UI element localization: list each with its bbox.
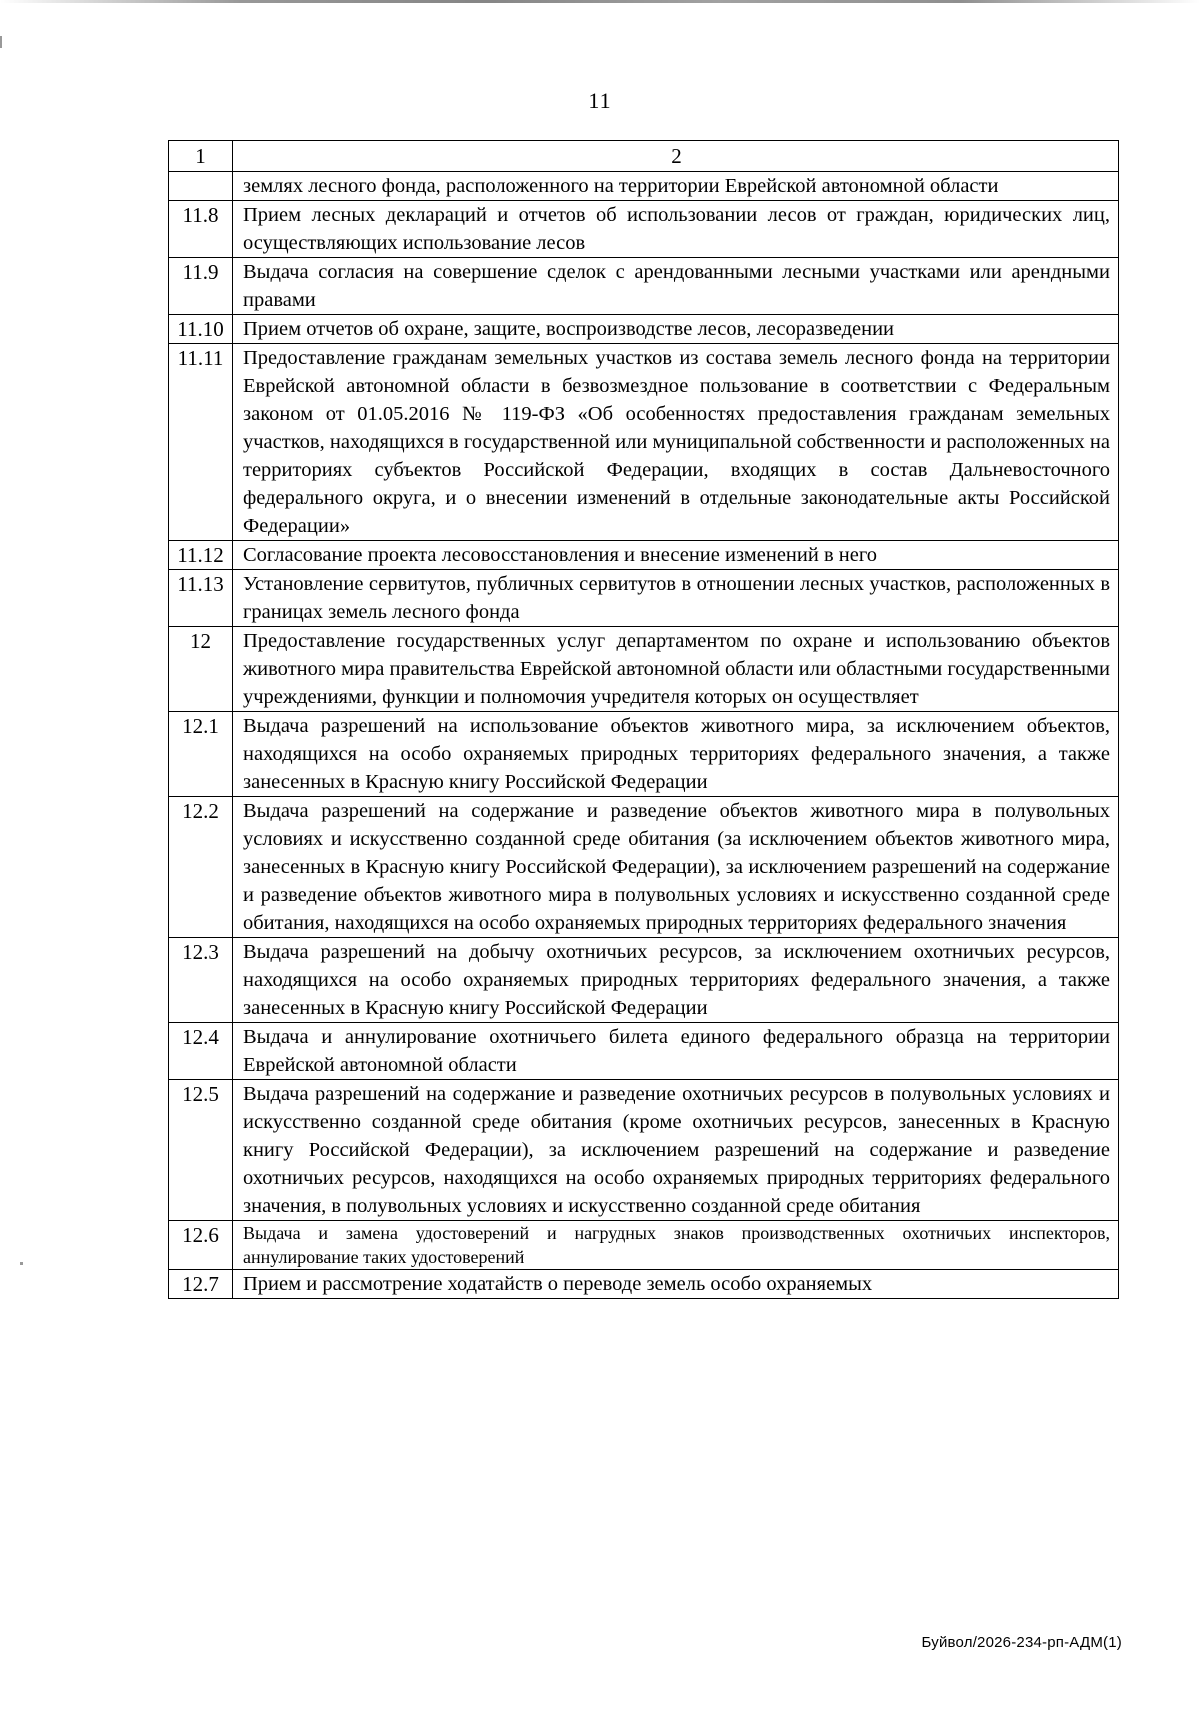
scan-artifact (20, 1262, 23, 1265)
table-row (169, 1270, 1119, 1299)
table-row (169, 258, 1119, 315)
row-text: Выдача разрешений на содержание и разведение охотничьих ресурсов в полувольных условиях и искусственно созданной среде обитания (кроме охотничьих ресурсов, занесенных в Красную книгу Российской Федерации), за исключением разрешений на содержание и разведение охотничьих ресурсов, находящихся на особо охраняемых природных территориях федерального значения, в полувольных условиях и искусственно созданной среде обитания (233, 1080, 1119, 1221)
table-row (169, 712, 1119, 797)
row-number: 12.4 (169, 1023, 233, 1080)
row-text: Прием отчетов об охране, защите, воспроизводстве лесов, лесоразведении (233, 315, 1119, 344)
table-row (169, 938, 1119, 1023)
row-text: землях лесного фонда, расположенного на территории Еврейской автономной области (233, 172, 1119, 201)
table-row (169, 201, 1119, 258)
row-number: 12.3 (169, 938, 233, 1023)
table-row (169, 344, 1119, 541)
scan-artifact (0, 36, 2, 48)
row-text: Выдача разрешений на использование объектов животного мира, за исключением объектов, находящихся на особо охраняемых природных территориях федерального значения, а также занесенных в Красную книгу Российской Федерации (233, 712, 1119, 797)
page-number: 11 (588, 88, 612, 113)
table-row (169, 315, 1119, 344)
row-number: 11.12 (169, 541, 233, 570)
table-header-row (169, 141, 1119, 172)
row-number (169, 172, 233, 201)
document-registration-code: Буйвол/2026-234-рп-АДМ(1) (921, 1634, 1122, 1651)
row-text: Выдача разрешений на содержание и разведение объектов животного мира в полувольных условиях и искусственно созданной среде обитания (за исключением объектов животного мира, занесенных в Красную книгу Российской Федерации), за исключением разрешений на содержание и разведение объектов животного мира в полувольных условиях и искусственно созданной среде обитания, находящихся на особо охраняемых природных территориях федерального значения (233, 797, 1119, 938)
header-col-1: 1 (169, 141, 233, 172)
row-text: Прием и рассмотрение ходатайств о переводе земель особо охраняемых (233, 1270, 1119, 1299)
row-text: Выдача разрешений на добычу охотничьих ресурсов, за исключением охотничьих ресурсов, находящихся на особо охраняемых природных территориях федерального значения, а также занесенных в Красную книгу Российской Федерации (233, 938, 1119, 1023)
row-number: 12.1 (169, 712, 233, 797)
table-row (169, 172, 1119, 201)
row-number: 11.9 (169, 258, 233, 315)
row-number: 12 (169, 627, 233, 712)
row-number: 12.6 (169, 1221, 233, 1270)
scan-edge-line (0, 0, 1200, 3)
table-row (169, 1023, 1119, 1080)
row-text: Выдача и аннулирование охотничьего билета единого федерального образца на территории Еврейской автономной области (233, 1023, 1119, 1080)
row-number: 12.5 (169, 1080, 233, 1221)
row-text: Прием лесных деклараций и отчетов об использовании лесов от граждан, юридических лиц, осуществляющих использование лесов (233, 201, 1119, 258)
row-number: 12.7 (169, 1270, 233, 1299)
row-text: Согласование проекта лесовосстановления и внесение изменений в него (233, 541, 1119, 570)
row-text: Выдача согласия на совершение сделок с арендованными лесными участками или арендными правами (233, 258, 1119, 315)
row-text: Предоставление государственных услуг департаментом по охране и использованию объектов животного мира правительства Еврейской автономной области или областными государственными учреждениями, функции и полномочия учредителя которых он осуществляет (233, 627, 1119, 712)
table-row (169, 1221, 1119, 1270)
table-row (169, 541, 1119, 570)
row-number: 11.10 (169, 315, 233, 344)
row-number: 12.2 (169, 797, 233, 938)
row-number: 11.8 (169, 201, 233, 258)
row-number: 11.11 (169, 344, 233, 541)
services-table (168, 140, 1119, 1299)
row-number: 11.13 (169, 570, 233, 627)
table-row (169, 1080, 1119, 1221)
table-row (169, 797, 1119, 938)
header-col-2: 2 (233, 141, 1119, 172)
table-row (169, 570, 1119, 627)
row-text: Предоставление гражданам земельных участков из состава земель лесного фонда на территории Еврейской автономной области в безвозмездное пользование в соответствии с Федеральным законом от 01.05.2016 № 119-ФЗ «Об особенностях предоставления гражданам земельных участков, находящихся в государственной или муниципальной собственности и расположенных на территориях субъектов Российской Федерации, входящих в состав Дальневосточного федерального округа, и о внесении изменений в отдельные законодательные акты Российской Федерации» (233, 344, 1119, 541)
table-row (169, 627, 1119, 712)
row-text: Установление сервитутов, публичных сервитутов в отношении лесных участков, расположенных в границах земель лесного фонда (233, 570, 1119, 627)
row-text: Выдача и замена удостоверений и нагрудных знаков производственных охотничьих инспекторов, аннулирование таких удостоверений (233, 1221, 1119, 1270)
